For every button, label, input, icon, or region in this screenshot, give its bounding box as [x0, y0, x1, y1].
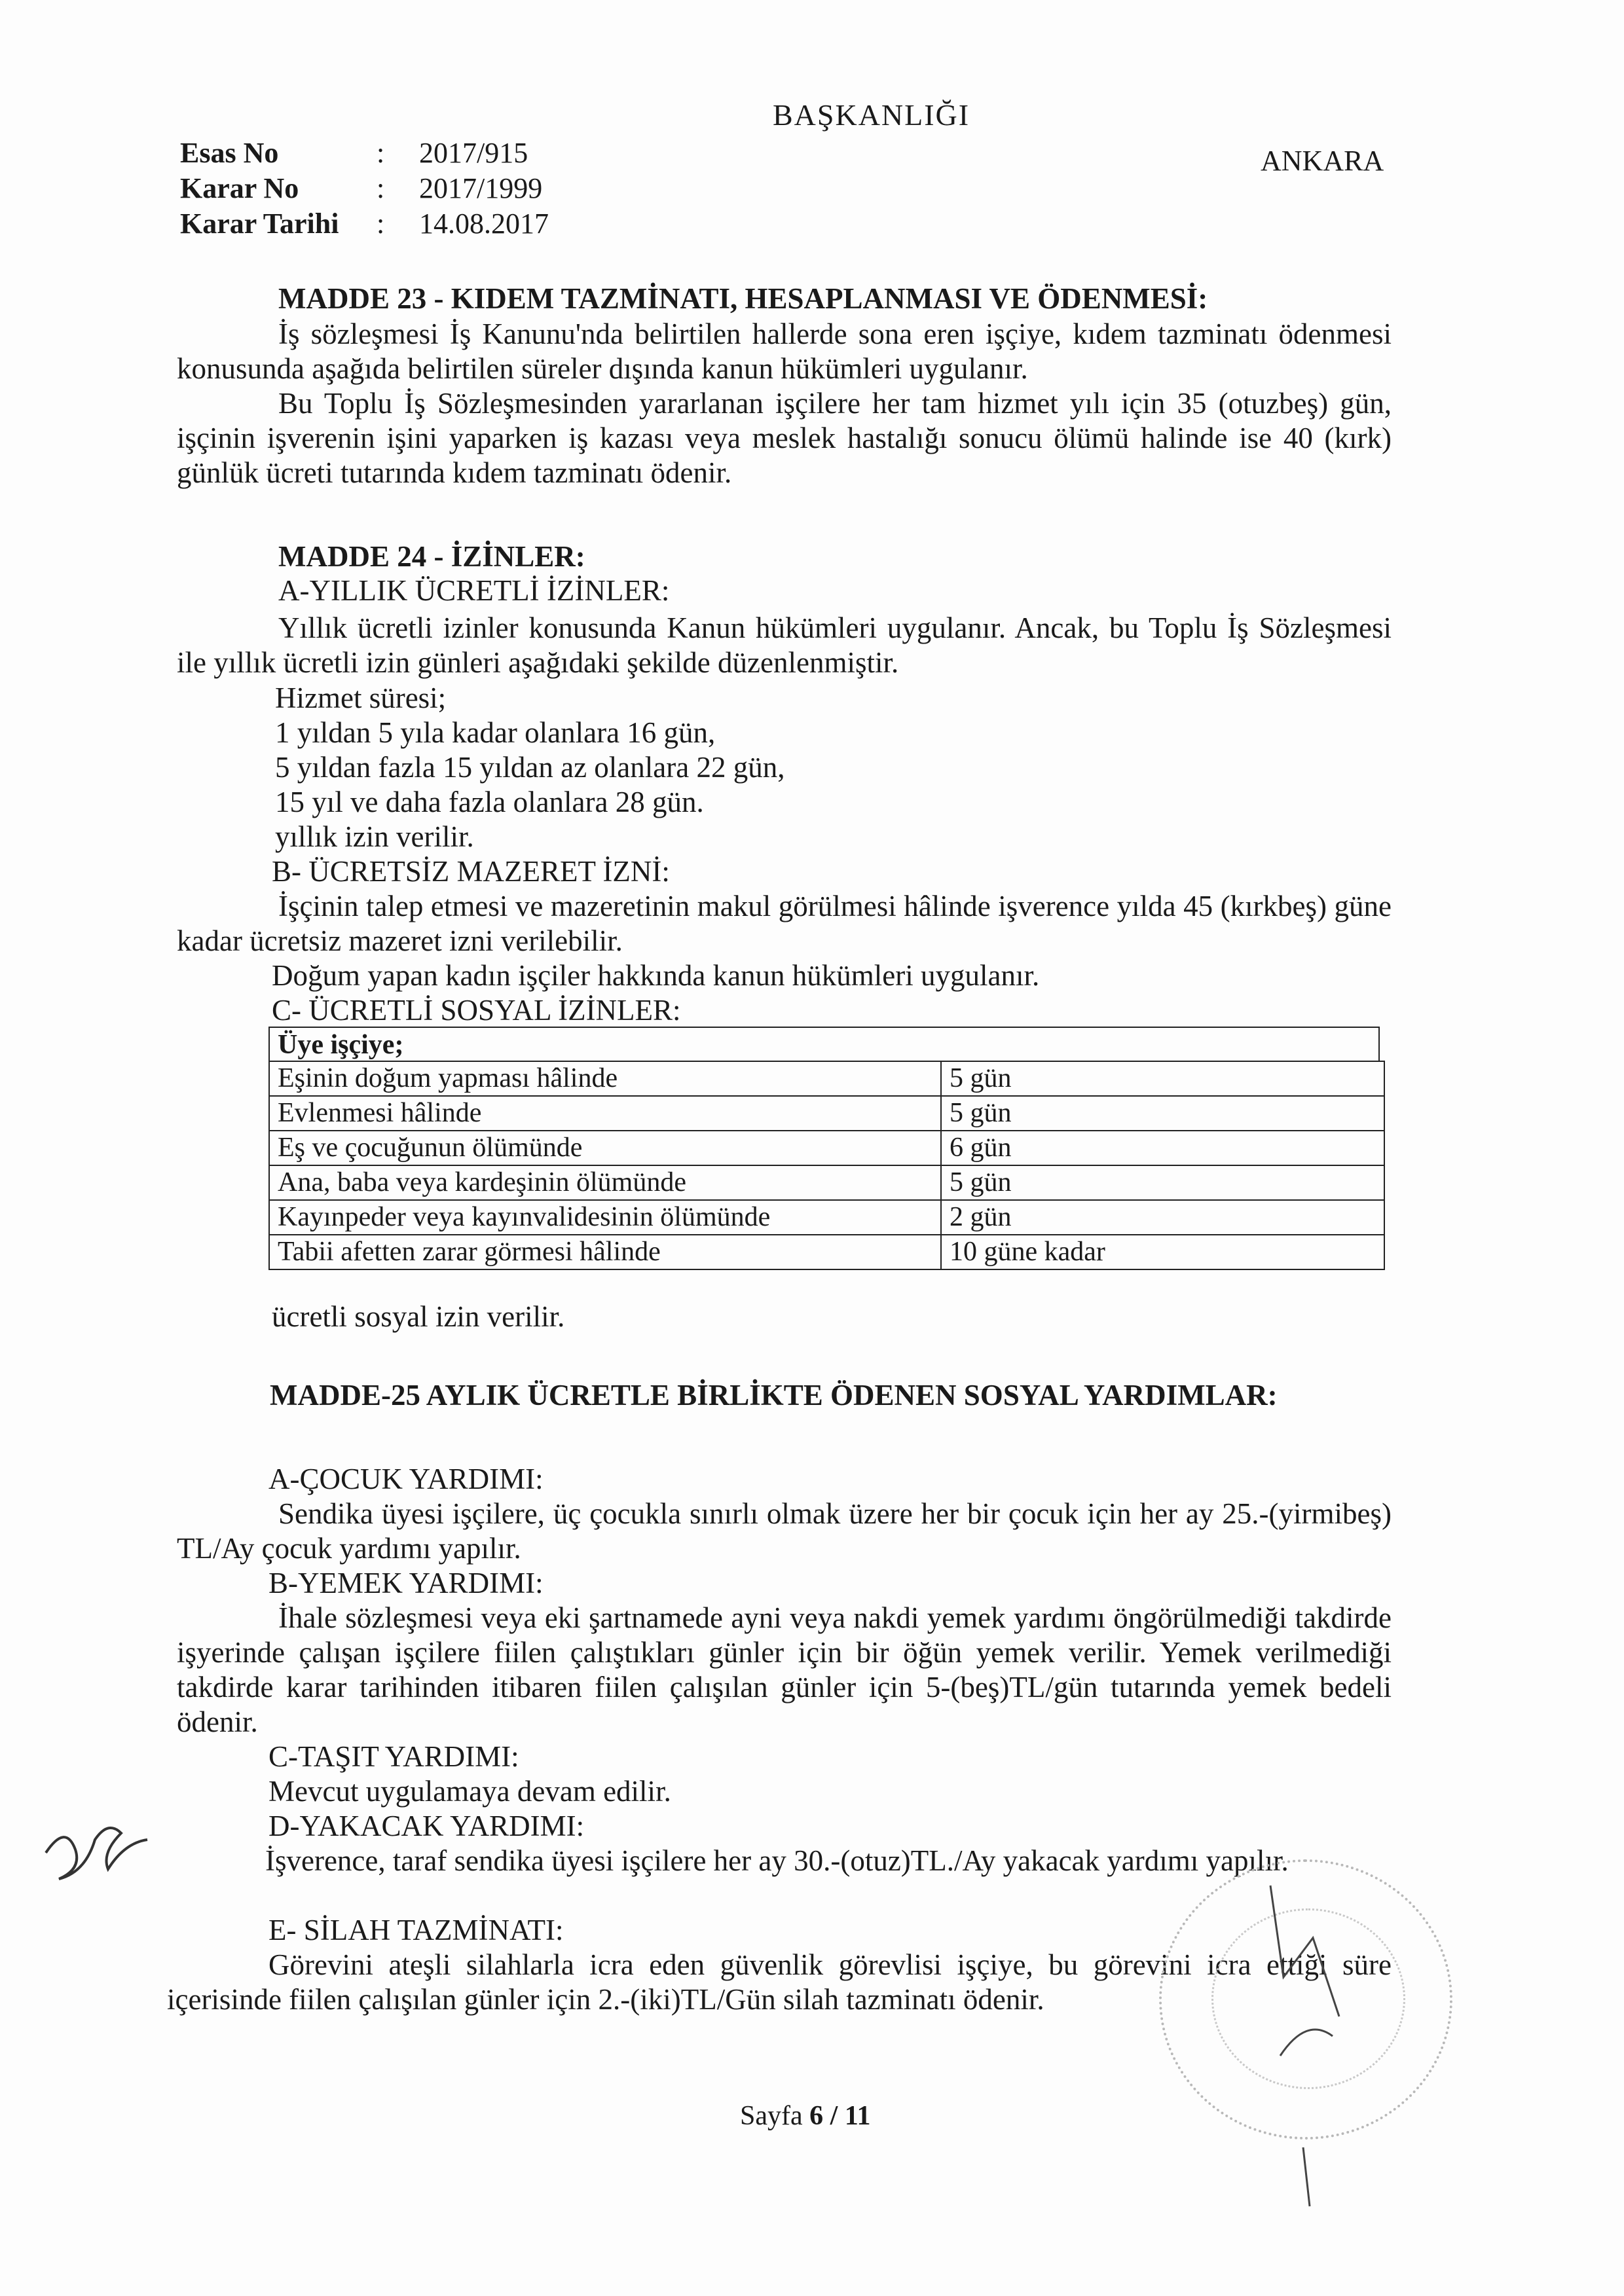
table-cell-value: 5 gün	[941, 1096, 1384, 1131]
table-cell-value: 5 gün	[941, 1165, 1384, 1200]
service-line-1: 1 yıldan 5 yıla kadar olanlara 16 gün,	[275, 716, 716, 749]
city: ANKARA	[1261, 145, 1384, 177]
page-current: 6	[809, 2101, 824, 2131]
esas-label: Esas No	[180, 137, 279, 169]
madde25-a-title: A-ÇOCUK YARDIMI:	[268, 1463, 544, 1495]
madde24-c-title: C- ÜCRETLİ SOSYAL İZİNLER:	[272, 994, 681, 1027]
karar-sep: :	[377, 172, 385, 204]
page-number	[740, 2100, 871, 2132]
table-cell-label: Eşinin doğum yapması hâlinde	[269, 1061, 941, 1096]
madde24-b-line: Doğum yapan kadın işçiler hakkında kanun hükümleri uygulanır.	[272, 959, 1040, 992]
table-cell-label: Evlenmesi hâlinde	[269, 1096, 941, 1131]
madde25-heading: MADDE-25 AYLIK ÜCRETLE BİRLİKTE ÖDENEN SOSYAL YARDIMLAR:	[270, 1379, 1278, 1412]
table-cell-value: 5 gün	[941, 1061, 1384, 1096]
service-line-4: yıllık izin verilir.	[275, 820, 474, 853]
madde25-b-p1: İhale sözleşmesi veya eki şartnamede ayni veya nakdi yemek yardımı öngörülmediği takdirde işyerinde çalışan işçilere fiilen çalıştıkları günler için bir öğün yemek verilir. Yemek verilmediği takdirde karar tarihinden itibaren fiilen çalışılan günler için 5-(beş)TL/gün tutarında yemek bedeli ödenir.	[177, 1601, 1392, 1738]
page-sep: /	[830, 2101, 838, 2131]
madde24-heading: MADDE 24 - İZİNLER:	[278, 540, 585, 573]
table-header-box: Üye işçiye;	[268, 1027, 1380, 1062]
service-line-2: 5 yıldan fazla 15 yıldan az olanlara 22 gün,	[275, 751, 785, 784]
karar-label: Karar No	[180, 172, 299, 204]
madde25-c-title: C-TAŞIT YARDIMI:	[268, 1740, 519, 1773]
table-cell-value: 2 gün	[941, 1200, 1384, 1235]
table-cell-label: Tabii afetten zarar görmesi hâlinde	[269, 1235, 941, 1269]
margin-initials	[46, 1828, 147, 1879]
madde23-p2: Bu Toplu İş Sözleşmesinden yararlanan işçilere her tam hizmet yılı için 35 (otuzbeş) gün, işçinin işverenin işini yaparken iş kazası veya meslek hastalığı sonucu ölümü halinde ise 40 (kırk) günlük ücreti tutarında kıdem tazminatı ödenir.	[177, 387, 1392, 489]
table-cell-value: 10 güne kadar	[941, 1235, 1384, 1269]
table-cell-label: Kayınpeder veya kayınvalidesinin ölümünde	[269, 1200, 941, 1235]
esas-value: 2017/915	[419, 137, 528, 169]
madde24-c-footer: ücretli sosyal izin verilir.	[272, 1300, 565, 1333]
madde25-c-line: Mevcut uygulamaya devam edilir.	[268, 1775, 671, 1808]
madde25-e-p1: Görevini ateşli silahlarla icra eden güvenlik görevlisi işçiye, bu görevini icra ettiği süre içerisinde fiilen çalışılan günler için 2.-(iki)TL/Gün silah tazminatı ödenir.	[167, 1948, 1392, 2016]
madde25-d-title: D-YAKACAK YARDIMI:	[268, 1810, 585, 1842]
table-cell-label: Eş ve çocuğunun ölümünde	[269, 1131, 941, 1165]
esas-sep: :	[377, 137, 385, 169]
karar-value: 2017/1999	[419, 172, 543, 204]
table-cell-value: 6 gün	[941, 1131, 1384, 1165]
service-line-3: 15 yıl ve daha fazla olanlara 28 gün.	[275, 786, 704, 818]
page-label: Sayfa	[740, 2101, 803, 2131]
service-line-0: Hizmet süresi;	[275, 682, 447, 714]
madde25-b-title: B-YEMEK YARDIMI:	[268, 1567, 544, 1599]
madde25-d-p1: İşverence, taraf sendika üyesi işçilere her ay 30.-(otuz)TL./Ay yakacak yardımı yapılır.	[265, 1844, 1289, 1877]
stamp-signature	[1270, 1886, 1339, 2206]
madde24-a-title: A-YILLIK ÜCRETLİ İZİNLER:	[278, 574, 670, 607]
madde24-b-title: B- ÜCRETSİZ MAZERET İZNİ:	[272, 855, 670, 888]
madde24-a-p1: Yıllık ücretli izinler konusunda Kanun hükümleri uygulanır. Ancak, bu Toplu İş Sözleşmesi ile yıllık ücretli izin günleri aşağıdaki şekilde düzenlenmiştir.	[177, 611, 1392, 679]
tarih-sep: :	[377, 208, 385, 240]
madde23-heading: MADDE 23 - KIDEM TAZMİNATI, HESAPLANMASI VE ÖDENMESİ:	[278, 282, 1208, 315]
tarih-label: Karar Tarihi	[180, 208, 339, 240]
madde24-b-p1: İşçinin talep etmesi ve mazeretinin makul görülmesi hâlinde işverence yılda 45 (kırkbeş) güne kadar ücretsiz mazeret izni verilebilir.	[177, 890, 1392, 957]
madde25-a-p1: Sendika üyesi işçilere, üç çocukla sınırlı olmak üzere her bir çocuk için her ay 25.-(yirmibeş) TL/Ay çocuk yardımı yapılır.	[177, 1497, 1392, 1565]
page-total: 11	[844, 2101, 871, 2131]
madde25-e-title: E- SİLAH TAZMİNATI:	[268, 1914, 564, 1946]
top-title: BAŞKANLIĞI	[773, 98, 970, 132]
tarih-value: 14.08.2017	[419, 208, 549, 240]
table-cell-label: Ana, baba veya kardeşinin ölümünde	[269, 1165, 941, 1200]
madde23-p1: İş sözleşmesi İş Kanunu'nda belirtilen hallerde sona eren işçiye, kıdem tazminatı ödenmesi konusunda aşağıda belirtilen süreler dışında kanun hükümleri uygulanır.	[177, 318, 1392, 385]
